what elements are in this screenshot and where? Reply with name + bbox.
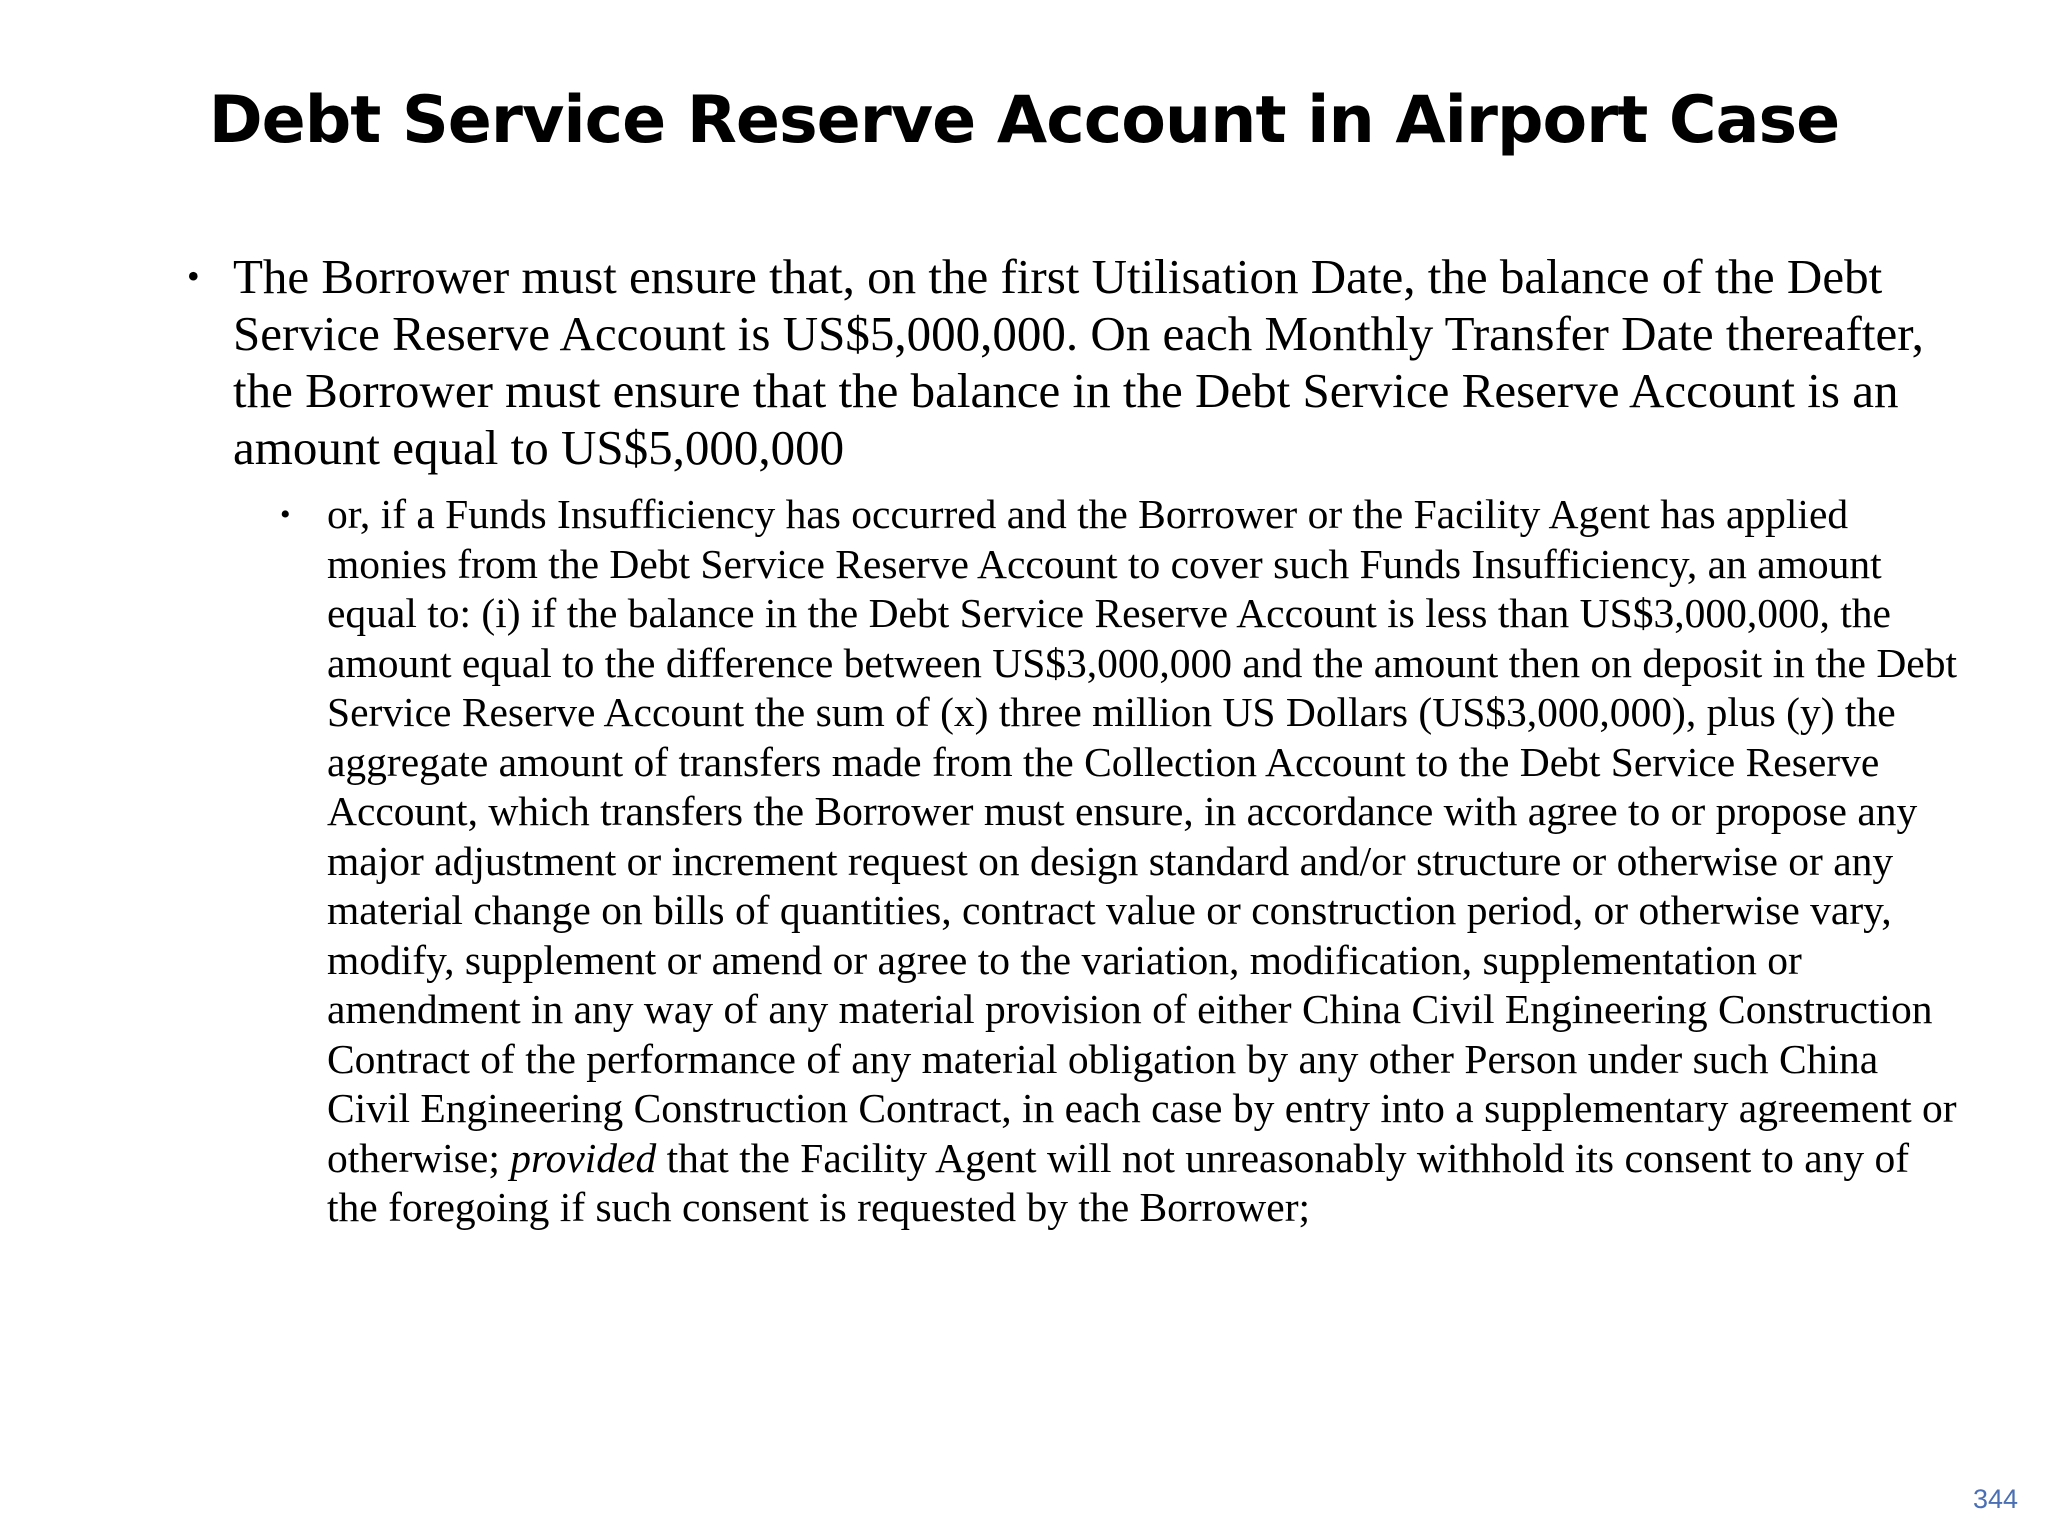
bullet-marker: • <box>187 256 200 296</box>
sub-bullet-italic-text: provided <box>510 1134 657 1181</box>
slide-title: Debt Service Reserve Account in Airport Case <box>208 83 1840 158</box>
sub-bullet-marker: • <box>280 498 291 531</box>
page-number: 344 <box>1972 1484 2018 1514</box>
sub-bullet-item <box>280 490 1967 1233</box>
sub-bullet-text-part: that the Facility Agent will not unreasonably withhold its consent to any of the foregoing if such consent is requested by the Borrower; <box>327 1134 1910 1230</box>
bullet-text: The Borrower must ensure that, on the first Utilisation Date, the balance of the Debt Service Reserve Account is US$5,000,000. On each Monthly Transfer Date thereafter, the Borrower must ensure that the balance in the Debt Service Reserve Account is an amount equal to US$5,000,000 <box>233 249 1924 475</box>
sub-bullet-text-part: or, if a Funds Insufficiency has occurred and the Borrower or the Facility Agent has applied monies from the Debt Service Reserve Account to cover such Funds Insufficiency, an amount equal to: (i) if the balance in the Debt Service Reserve Account is less than US$3,000,000, the amount equal to the difference between US$3,000,000 and the amount then on deposit in the Debt Service Reserve Account the sum of (x) three million US Dollars (US$3,000,000), plus (y) the aggregate amount of transfers made from the Collection Account to the Debt Service Reserve Account, which transfers the Borrower must ensure, in accordance with agree to or propose any major adjustment or increment request on design standard and/or structure or otherwise or any material change on bills of quantities, contract value or construction period, or otherwise vary, modify, supplement or amend or agree to the variation, modification, supplementation or amendment in any way of any material provision of either China Civil Engineering Construction Contract of the performance of any material obligation by any other Person under such China Civil Engineering Construction Contract, in each case by entry into a supplementary agreement or otherwise; <box>327 491 1958 1181</box>
slide-body <box>0 248 2048 1233</box>
sub-bullet-text <box>327 491 1957 1230</box>
bullet-item <box>187 248 1943 476</box>
